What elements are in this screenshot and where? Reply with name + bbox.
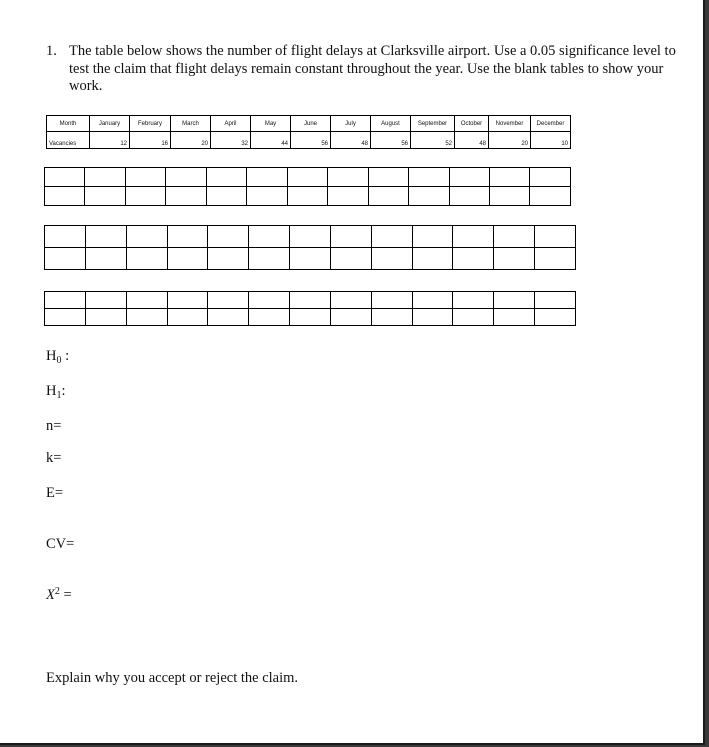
blank-row [45, 187, 571, 206]
blank-cell[interactable] [45, 226, 86, 248]
blank-row [45, 248, 576, 270]
month-cell: August [371, 116, 411, 132]
month-cell: July [331, 116, 371, 132]
critical-value-label: CV= [46, 536, 75, 552]
blank-cell[interactable] [249, 309, 290, 326]
month-cell: November [489, 116, 531, 132]
value-cell: 20 [489, 132, 531, 149]
blank-cell[interactable] [371, 226, 412, 248]
null-hypothesis-label [46, 348, 69, 369]
value-cell: 48 [331, 132, 371, 149]
blank-cell[interactable] [85, 226, 126, 248]
blank-cell[interactable] [535, 292, 576, 309]
month-cell: April [211, 116, 251, 132]
blank-row [45, 226, 576, 248]
blank-cell[interactable] [247, 168, 287, 187]
blank-cell[interactable] [535, 226, 576, 248]
explain-prompt: Explain why you accept or reject the claim. [46, 670, 299, 686]
blank-cell[interactable] [45, 187, 85, 206]
blank-cell[interactable] [247, 187, 287, 206]
blank-cell[interactable] [368, 187, 408, 206]
month-row [47, 116, 571, 132]
blank-cell[interactable] [412, 309, 453, 326]
n-label: n= [46, 418, 62, 434]
blank-cell[interactable] [409, 168, 449, 187]
blank-cell[interactable] [368, 168, 408, 187]
blank-cell[interactable] [453, 248, 494, 270]
question-number: 1. [46, 43, 57, 59]
blank-cell[interactable] [530, 168, 571, 187]
blank-cell[interactable] [409, 187, 449, 206]
blank-cell[interactable] [535, 309, 576, 326]
chi-equals: = [59, 587, 72, 603]
blank-work-table-3[interactable] [44, 291, 576, 326]
alternative-hypothesis-label [46, 383, 66, 404]
value-cell: 56 [291, 132, 331, 149]
blank-cell[interactable] [328, 187, 368, 206]
month-cell: March [171, 116, 211, 132]
blank-cell[interactable] [167, 226, 208, 248]
month-cell: February [130, 116, 171, 132]
blank-cell[interactable] [208, 292, 249, 309]
month-cell: December [531, 116, 571, 132]
blank-cell[interactable] [371, 309, 412, 326]
vacancies-row [47, 132, 571, 149]
value-cell: 48 [455, 132, 489, 149]
h-letter: H [46, 348, 57, 364]
blank-cell[interactable] [489, 187, 529, 206]
blank-cell[interactable] [412, 226, 453, 248]
blank-row [45, 309, 576, 326]
blank-cell[interactable] [208, 226, 249, 248]
blank-cell[interactable] [166, 187, 206, 206]
blank-cell[interactable] [453, 226, 494, 248]
blank-cell[interactable] [412, 292, 453, 309]
blank-cell[interactable] [125, 187, 165, 206]
month-header-label: Month [47, 116, 90, 132]
h1-subscript: 1 [56, 390, 62, 401]
blank-cell[interactable] [290, 292, 331, 309]
blank-cell[interactable] [85, 168, 125, 187]
blank-work-table-1[interactable] [44, 167, 571, 206]
blank-work-table-2[interactable] [44, 225, 576, 270]
blank-cell[interactable] [290, 226, 331, 248]
month-cell: January [90, 116, 130, 132]
blank-cell[interactable] [208, 309, 249, 326]
month-cell: September [411, 116, 455, 132]
blank-cell[interactable] [371, 248, 412, 270]
blank-cell[interactable] [330, 292, 371, 309]
blank-cell[interactable] [494, 226, 535, 248]
e-label: E= [46, 485, 64, 501]
value-cell: 52 [411, 132, 455, 149]
value-cell: 44 [251, 132, 291, 149]
blank-cell[interactable] [85, 309, 126, 326]
blank-cell[interactable] [167, 309, 208, 326]
blank-cell[interactable] [206, 168, 246, 187]
chi-letter: X [46, 587, 55, 603]
blank-cell[interactable] [453, 309, 494, 326]
vacancies-label: Vacancies [47, 132, 90, 149]
blank-cell[interactable] [45, 309, 86, 326]
blank-cell[interactable] [330, 309, 371, 326]
blank-cell[interactable] [371, 292, 412, 309]
blank-cell[interactable] [126, 226, 167, 248]
blank-cell[interactable] [126, 248, 167, 270]
blank-cell[interactable] [85, 292, 126, 309]
blank-cell[interactable] [85, 248, 126, 270]
blank-cell[interactable] [126, 309, 167, 326]
blank-cell[interactable] [330, 226, 371, 248]
chi-superscript: 2 [54, 586, 60, 597]
value-cell: 20 [171, 132, 211, 149]
blank-cell[interactable] [206, 187, 246, 206]
blank-cell[interactable] [45, 292, 86, 309]
blank-cell[interactable] [287, 187, 327, 206]
month-cell: June [291, 116, 331, 132]
blank-cell[interactable] [494, 248, 535, 270]
blank-cell[interactable] [328, 168, 368, 187]
value-cell: 32 [211, 132, 251, 149]
blank-cell[interactable] [412, 248, 453, 270]
blank-cell[interactable] [208, 248, 249, 270]
value-cell: 10 [531, 132, 571, 149]
month-cell: May [251, 116, 291, 132]
h0-colon: : [61, 348, 70, 364]
blank-row [45, 168, 571, 187]
blank-cell[interactable] [489, 168, 529, 187]
blank-cell[interactable] [453, 292, 494, 309]
blank-cell[interactable] [530, 187, 571, 206]
value-cell: 12 [90, 132, 130, 149]
blank-cell[interactable] [45, 248, 86, 270]
blank-cell[interactable] [166, 168, 206, 187]
chi-square-label [46, 584, 72, 603]
h-letter: H [46, 383, 57, 399]
value-cell: 16 [130, 132, 171, 149]
blank-cell[interactable] [494, 292, 535, 309]
blank-cell[interactable] [249, 248, 290, 270]
blank-cell[interactable] [249, 292, 290, 309]
blank-cell[interactable] [85, 187, 125, 206]
blank-cell[interactable] [125, 168, 165, 187]
flight-delays-table [46, 115, 571, 149]
h1-colon: : [61, 383, 66, 399]
blank-cell[interactable] [287, 168, 327, 187]
blank-cell[interactable] [330, 248, 371, 270]
month-cell: October [455, 116, 489, 132]
blank-cell[interactable] [290, 248, 331, 270]
blank-cell[interactable] [290, 309, 331, 326]
blank-cell[interactable] [167, 248, 208, 270]
blank-cell[interactable] [535, 248, 576, 270]
blank-row [45, 292, 576, 309]
blank-cell[interactable] [449, 187, 489, 206]
blank-cell[interactable] [494, 309, 535, 326]
h0-subscript: 0 [56, 355, 62, 366]
value-cell: 56 [371, 132, 411, 149]
k-label: k= [46, 450, 62, 466]
blank-cell[interactable] [249, 226, 290, 248]
question-text: The table below shows the number of flight delays at Clarksville airport. Use a 0.05 significance level to test the claim that flight delays remain constant throughout the year. Use the blank tables to show your work. [69, 43, 676, 94]
blank-cell[interactable] [45, 168, 85, 187]
blank-cell[interactable] [449, 168, 489, 187]
blank-cell[interactable] [126, 292, 167, 309]
blank-cell[interactable] [167, 292, 208, 309]
